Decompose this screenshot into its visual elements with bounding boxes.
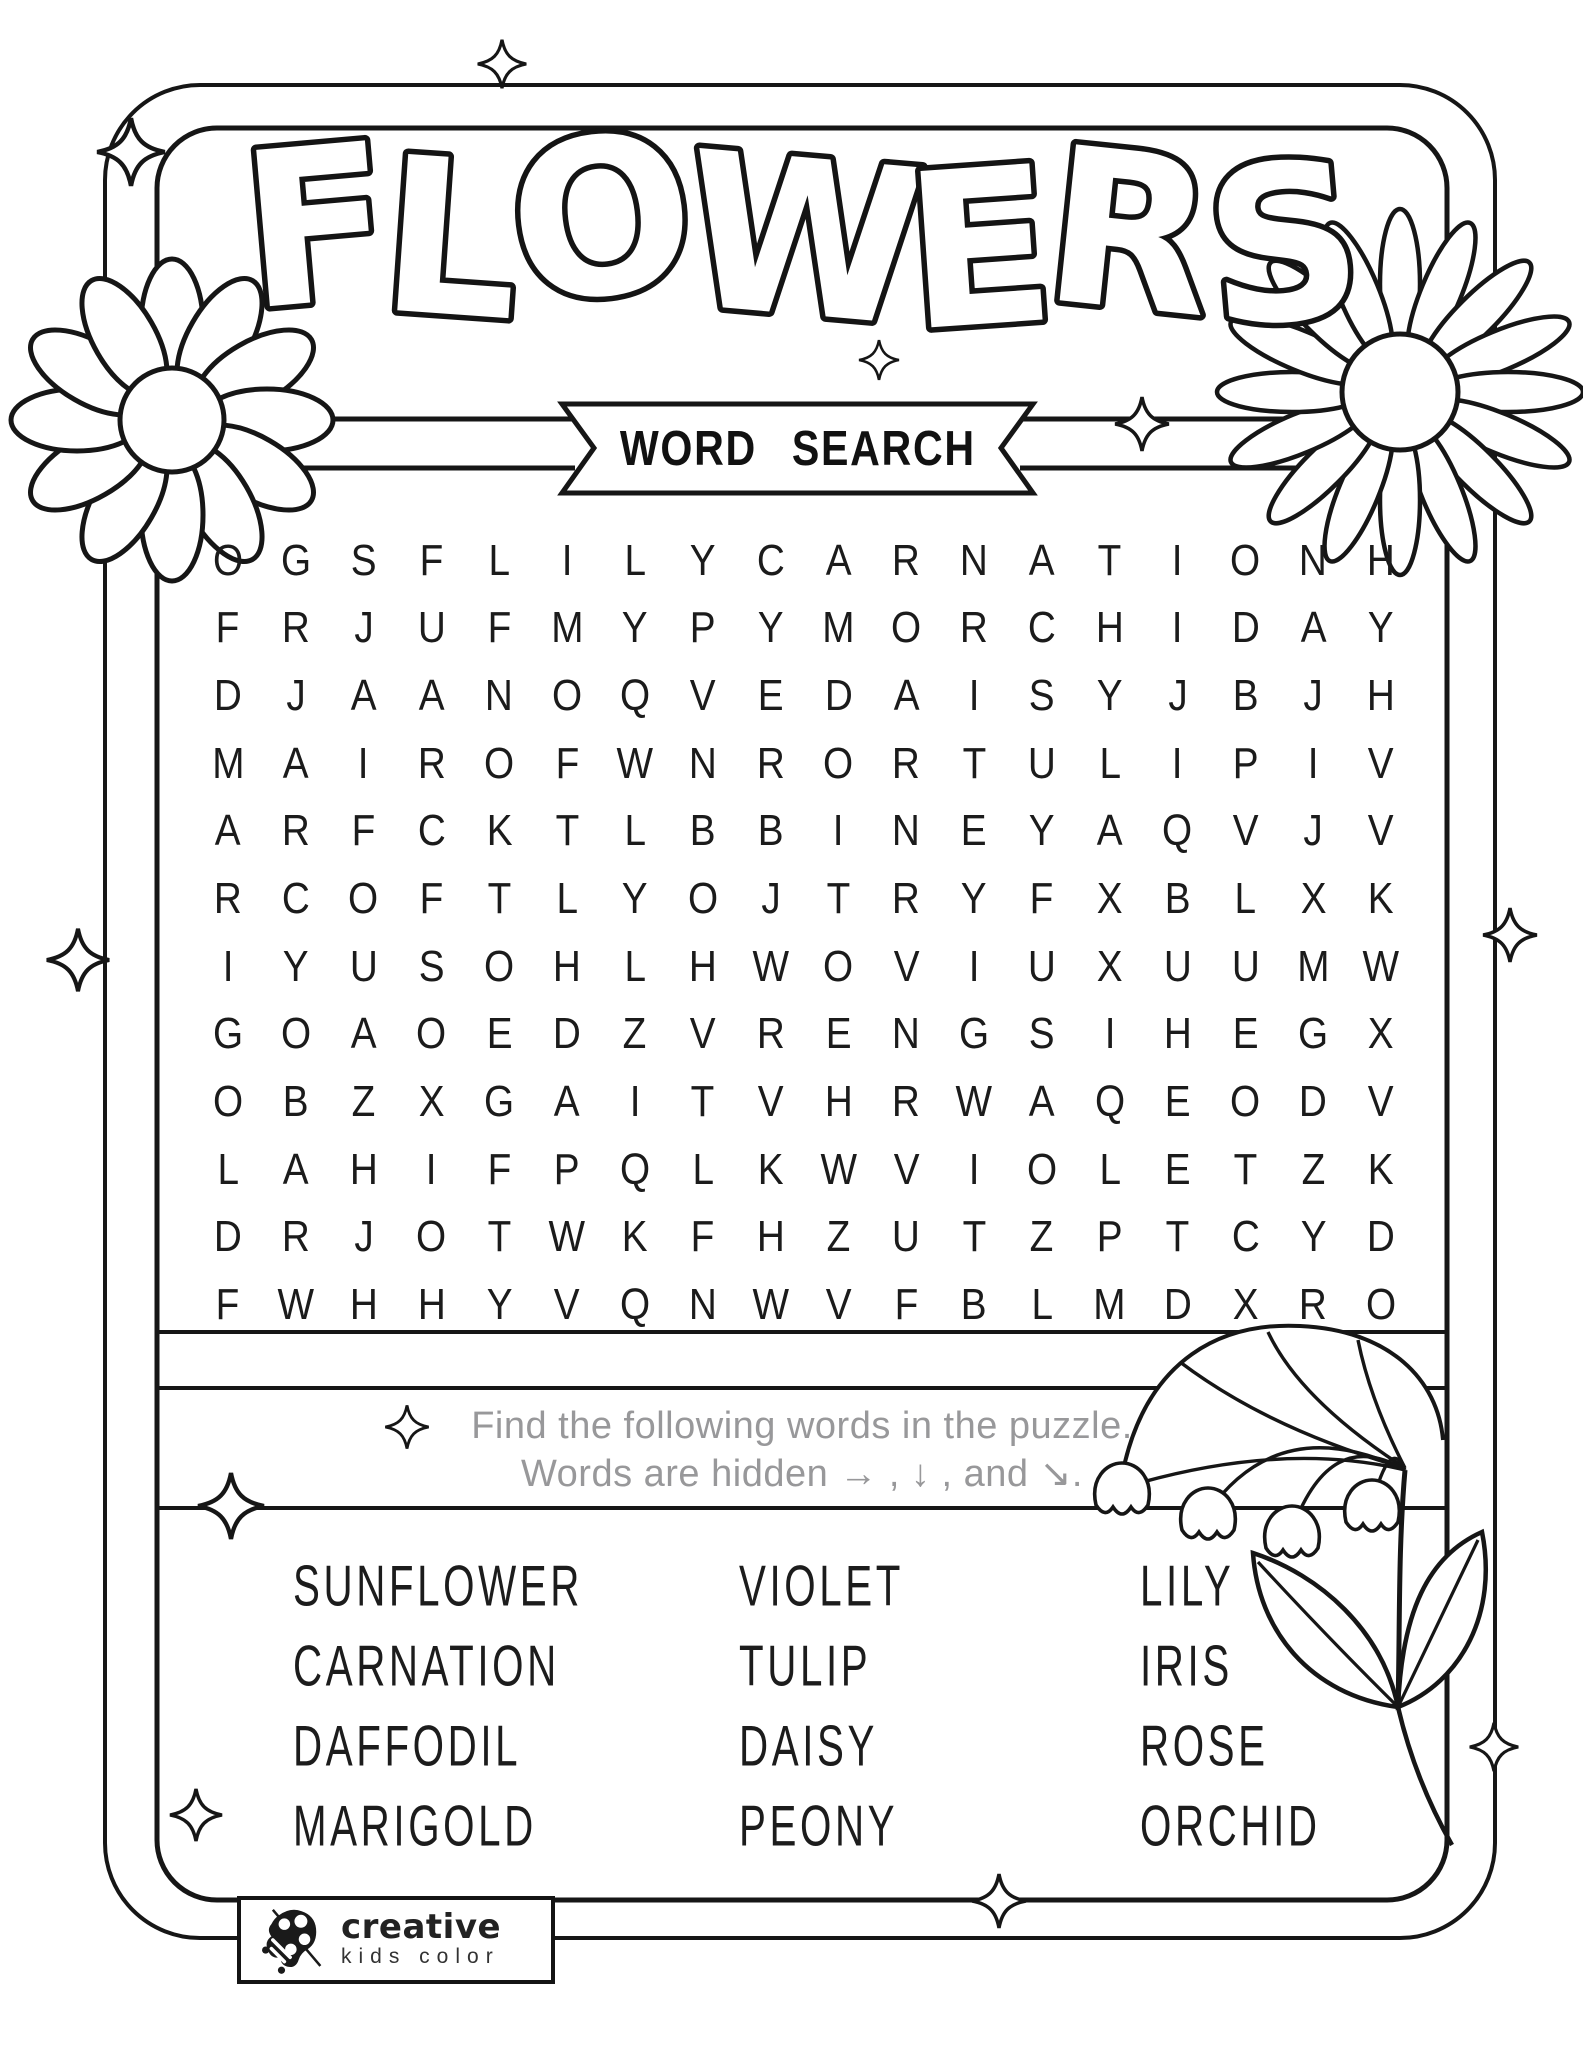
grid-cell: L: [1098, 1144, 1121, 1194]
grid-cell: Y: [689, 535, 716, 585]
grid-cell: I: [629, 1077, 641, 1127]
grid-cell: A: [825, 535, 852, 585]
grid-cell: I: [426, 1144, 437, 1194]
title-letter: S: [1195, 113, 1372, 377]
title-letter: W: [674, 104, 933, 376]
grid-cell: Z: [1030, 1212, 1054, 1262]
grid-cell: J: [760, 874, 781, 924]
grid-cell: W: [752, 941, 789, 991]
logo-name: creative: [341, 1907, 502, 1947]
grid-cell: L: [217, 1144, 239, 1194]
grid-cell: I: [968, 1144, 980, 1194]
grid-cell: O: [416, 1212, 447, 1262]
grid-cell: E: [757, 671, 784, 721]
word-item: PEONY: [739, 1792, 899, 1858]
grid-cell: R: [417, 738, 446, 788]
grid-cell: R: [892, 874, 921, 924]
grid-cell: C: [756, 535, 785, 585]
grid-cell: F: [216, 1280, 240, 1330]
grid-cell: P: [554, 1144, 580, 1194]
grid-cell: T: [487, 874, 512, 924]
title-letter: E: [897, 118, 1062, 380]
grid-cell: A: [1300, 603, 1327, 653]
banner-label-text: WORD SEARCH: [619, 422, 976, 476]
instructions-line-1: Find the following words in the puzzle.: [471, 1405, 1133, 1447]
grid-cell: U: [1163, 941, 1192, 991]
grid-cell: I: [561, 535, 573, 585]
grid-cell: Z: [826, 1212, 851, 1262]
grid-cell: Y: [961, 874, 987, 924]
grid-cell: Q: [619, 671, 650, 721]
grid-cell: J: [1303, 671, 1323, 721]
grid-cell: T: [1233, 1144, 1258, 1194]
title-letter: R: [1034, 99, 1226, 367]
grid-cell: R: [213, 874, 242, 924]
grid-cell: U: [417, 603, 446, 653]
grid-cell: Y: [621, 603, 648, 653]
word-item: IRIS: [1140, 1632, 1233, 1698]
grid-cell: Y: [757, 603, 784, 653]
grid-cell: A: [214, 806, 241, 856]
grid-cell: E: [1164, 1144, 1191, 1194]
grid-cell: F: [419, 874, 444, 924]
grid-cell: M: [1297, 941, 1330, 991]
grid-cell: X: [418, 1077, 445, 1127]
grid-cell: S: [350, 535, 377, 585]
grid-cell: U: [1027, 941, 1056, 991]
grid-cell: X: [1232, 1280, 1259, 1330]
grid-cell: Y: [486, 1280, 513, 1330]
grid-cell: D: [553, 1009, 582, 1059]
grid-cell: O: [1230, 535, 1261, 585]
grid-cell: O: [484, 941, 515, 991]
grid-cell: O: [823, 738, 854, 788]
grid-cell: I: [222, 941, 234, 991]
grid-cell: B: [1232, 671, 1259, 721]
grid-cell: W: [820, 1144, 857, 1194]
title-letter: F: [232, 95, 401, 359]
grid-cell: T: [962, 738, 986, 788]
grid-cell: O: [212, 535, 243, 585]
grid-cell: V: [757, 1077, 784, 1127]
grid-cell: N: [960, 535, 989, 585]
grid-cell: M: [211, 738, 245, 788]
grid-cell: E: [1232, 1009, 1259, 1059]
grid-cell: I: [1307, 738, 1319, 788]
grid-cell: D: [1163, 1280, 1192, 1330]
grid-cell: B: [282, 1077, 309, 1127]
word-item: CARNATION: [293, 1632, 560, 1698]
grid-cell: Z: [1301, 1144, 1326, 1194]
grid-cell: V: [689, 671, 716, 721]
grid-cell: R: [756, 738, 785, 788]
grid-cell: C: [1027, 603, 1056, 653]
grid-cell: I: [1104, 1009, 1116, 1059]
grid-cell: H: [1095, 603, 1124, 653]
grid-cell: A: [1028, 1077, 1055, 1127]
grid-cell: M: [1093, 1280, 1126, 1330]
grid-cell: P: [1096, 1212, 1123, 1262]
grid-cell: B: [689, 806, 716, 856]
grid-cell: A: [282, 738, 309, 788]
grid-cell: Y: [1096, 671, 1123, 721]
grid-cell: K: [1368, 874, 1394, 924]
grid-cell: V: [893, 1144, 920, 1194]
word-item: DAFFODIL: [293, 1712, 522, 1778]
grid-cell: J: [353, 603, 374, 653]
grid-cell: V: [1368, 1077, 1394, 1127]
grid-cell: W: [277, 1280, 315, 1330]
word-item: ROSE: [1140, 1712, 1269, 1778]
grid-cell: E: [1164, 1077, 1191, 1127]
grid-cell: H: [1163, 1009, 1192, 1059]
grid-cell: Q: [619, 1144, 650, 1194]
grid-cell: A: [418, 671, 445, 721]
grid-cell: M: [822, 603, 855, 653]
grid-cell: K: [621, 1212, 648, 1262]
grid-cell: I: [968, 671, 980, 721]
grid-cell: E: [486, 1009, 513, 1059]
grid-cell: H: [417, 1280, 446, 1330]
grid-cell: N: [688, 738, 717, 788]
grid-cell: H: [824, 1077, 853, 1127]
grid-cell: R: [892, 738, 921, 788]
grid-cell: L: [1234, 874, 1257, 924]
grid-cell: T: [1165, 1212, 1190, 1262]
grid-cell: N: [1299, 535, 1328, 585]
grid-cell: O: [823, 941, 854, 991]
grid-cell: I: [833, 806, 844, 856]
grid-cell: O: [552, 671, 583, 721]
grid-cell: D: [824, 671, 853, 721]
grid-cell: T: [962, 1212, 986, 1262]
grid-cell: V: [1368, 806, 1394, 856]
grid-cell: E: [825, 1009, 852, 1059]
grid-cell: O: [1230, 1077, 1261, 1127]
grid-cell: H: [349, 1280, 378, 1330]
grid-cell: T: [826, 874, 851, 924]
grid-cell: O: [687, 874, 718, 924]
word-item: SUNFLOWER: [293, 1552, 584, 1618]
grid-cell: L: [1031, 1280, 1053, 1330]
grid-cell: V: [1232, 806, 1259, 856]
word-list-column: [1140, 1545, 1391, 1865]
grid-cell: H: [688, 941, 717, 991]
grid-cell: O: [891, 603, 922, 653]
grid-cell: W: [1362, 941, 1400, 991]
grid-cell: D: [1367, 1212, 1396, 1262]
grid-cell: Y: [1368, 603, 1394, 653]
word-item: LILY: [1140, 1552, 1235, 1618]
grid-cell: O: [1026, 1144, 1057, 1194]
word-item: DAISY: [739, 1712, 879, 1778]
grid-cell: L: [624, 941, 646, 991]
grid-cell: I: [1172, 535, 1183, 585]
grid-cell: A: [1028, 535, 1055, 585]
grid-cell: D: [213, 1212, 242, 1262]
grid-cell: R: [960, 603, 989, 653]
grid-cell: C: [417, 806, 446, 856]
grid-cell: U: [1027, 738, 1056, 788]
grid-cell: F: [487, 603, 512, 653]
title-letter: O: [495, 83, 708, 355]
grid-cell: L: [624, 535, 646, 585]
grid-cell: G: [280, 535, 311, 585]
page-title: [0, 0, 1583, 400]
grid-cell: A: [1096, 806, 1123, 856]
grid-cell: E: [961, 806, 987, 856]
grid-cell: V: [554, 1280, 580, 1330]
grid-cell: F: [894, 1280, 919, 1330]
logo-text: [341, 1907, 502, 1970]
grid-cell: Z: [623, 1009, 647, 1059]
paint-palette-icon: [257, 1902, 329, 1978]
word-search-grid: [194, 527, 1415, 1339]
grid-cell: S: [418, 941, 445, 991]
grid-cell: U: [892, 1212, 921, 1262]
grid-cell: H: [1367, 671, 1396, 721]
grid-cell: J: [353, 1212, 374, 1262]
grid-cell: A: [282, 1144, 309, 1194]
grid-cell: C: [1231, 1212, 1260, 1262]
grid-cell: X: [1096, 874, 1123, 924]
grid-cell: R: [281, 806, 310, 856]
grid-cell: K: [1368, 1144, 1394, 1194]
grid-cell: X: [1368, 1009, 1394, 1059]
grid-cell: I: [358, 738, 369, 788]
grid-cell: U: [349, 941, 378, 991]
grid-cell: H: [756, 1212, 785, 1262]
grid-cell: G: [484, 1077, 515, 1127]
grid-cell: R: [1299, 1280, 1328, 1330]
grid-cell: S: [1028, 671, 1055, 721]
word-item: VIOLET: [739, 1552, 905, 1618]
grid-cell: V: [825, 1280, 852, 1330]
grid-cell: D: [1231, 603, 1260, 653]
grid-cell: Q: [1162, 806, 1193, 856]
word-item: MARIGOLD: [293, 1792, 537, 1858]
grid-cell: N: [485, 671, 514, 721]
grid-cell: T: [1097, 535, 1122, 585]
grid-cell: U: [1231, 941, 1260, 991]
grid-cell: L: [624, 806, 646, 856]
grid-cell: J: [286, 671, 306, 721]
grid-cell: M: [550, 603, 584, 653]
grid-cell: T: [487, 1212, 512, 1262]
grid-cell: D: [213, 671, 242, 721]
grid-cell: R: [892, 535, 921, 585]
grid-cell: Y: [1028, 806, 1055, 856]
grid-cell: Y: [1300, 1212, 1327, 1262]
word-list-column: [739, 1545, 968, 1865]
grid-cell: W: [616, 738, 654, 788]
grid-cell: T: [555, 806, 579, 856]
grid-cell: X: [1096, 941, 1123, 991]
grid-cell: D: [1299, 1077, 1328, 1127]
grid-cell: V: [1368, 738, 1394, 788]
grid-cell: H: [553, 941, 582, 991]
instructions-line-2: Words are hidden → , ↓ , and ↘.: [520, 1453, 1083, 1495]
grid-cell: I: [1172, 603, 1183, 653]
grid-cell: L: [488, 535, 511, 585]
grid-cell: O: [280, 1009, 311, 1059]
grid-cell: B: [961, 1280, 987, 1330]
word-search-banner: [562, 412, 1033, 486]
grid-cell: I: [1172, 738, 1183, 788]
grid-cell: K: [486, 806, 513, 856]
grid-cell: V: [689, 1009, 716, 1059]
grid-cell: A: [893, 671, 920, 721]
grid-cell: R: [281, 1212, 310, 1262]
grid-cell: N: [892, 1009, 921, 1059]
grid-cell: C: [281, 874, 310, 924]
grid-cell: L: [691, 1144, 714, 1194]
grid-cell: G: [212, 1009, 243, 1059]
grid-cell: A: [350, 1009, 377, 1059]
grid-cell: I: [968, 941, 980, 991]
grid-cell: T: [690, 1077, 715, 1127]
word-item: TULIP: [739, 1632, 872, 1698]
grid-cell: A: [350, 671, 377, 721]
grid-cell: Y: [621, 874, 648, 924]
grid-cell: L: [556, 874, 578, 924]
grid-cell: Z: [351, 1077, 376, 1127]
grid-cell: O: [1366, 1280, 1397, 1330]
grid-cell: R: [756, 1009, 785, 1059]
grid-cell: W: [752, 1280, 789, 1330]
word-item: ORCHID: [1140, 1792, 1321, 1858]
grid-cell: F: [419, 535, 444, 585]
grid-cell: A: [554, 1077, 580, 1127]
grid-cell: O: [212, 1077, 243, 1127]
grid-cell: J: [1303, 806, 1323, 856]
grid-cell: W: [548, 1212, 586, 1262]
grid-cell: F: [555, 738, 579, 788]
logo-tagline: kids color: [341, 1945, 500, 1968]
grid-cell: F: [487, 1144, 512, 1194]
grid-cell: F: [1030, 874, 1054, 924]
grid-cell: X: [1300, 874, 1327, 924]
grid-cell: R: [281, 603, 310, 653]
grid-cell: P: [1232, 738, 1259, 788]
grid-cell: V: [893, 941, 920, 991]
grid-cell: J: [1167, 671, 1188, 721]
grid-cell: G: [959, 1009, 990, 1059]
grid-cell: O: [484, 738, 515, 788]
grid-cell: H: [1367, 535, 1396, 585]
grid-cell: F: [216, 603, 240, 653]
grid-cell: Y: [282, 941, 309, 991]
instructions: [157, 1402, 1447, 1498]
grid-cell: S: [1028, 1009, 1055, 1059]
grid-cell: O: [348, 874, 379, 924]
grid-cell: N: [688, 1280, 717, 1330]
title-letter: L: [374, 109, 529, 370]
grid-cell: N: [892, 806, 921, 856]
grid-cell: P: [689, 603, 716, 653]
grid-cell: R: [892, 1077, 921, 1127]
grid-cell: F: [351, 806, 376, 856]
grid-cell: K: [757, 1144, 784, 1194]
brand-logo: [237, 1896, 555, 1984]
grid-cell: L: [1098, 738, 1121, 788]
grid-cell: W: [955, 1077, 993, 1127]
grid-cell: Q: [619, 1280, 650, 1330]
grid-cell: B: [1164, 874, 1191, 924]
grid-cell: O: [416, 1009, 447, 1059]
grid-cell: G: [1298, 1009, 1329, 1059]
word-list-column: [293, 1545, 696, 1865]
grid-cell: Q: [1094, 1077, 1125, 1127]
grid-cell: B: [757, 806, 784, 856]
grid-cell: F: [690, 1212, 715, 1262]
grid-cell: H: [349, 1144, 378, 1194]
